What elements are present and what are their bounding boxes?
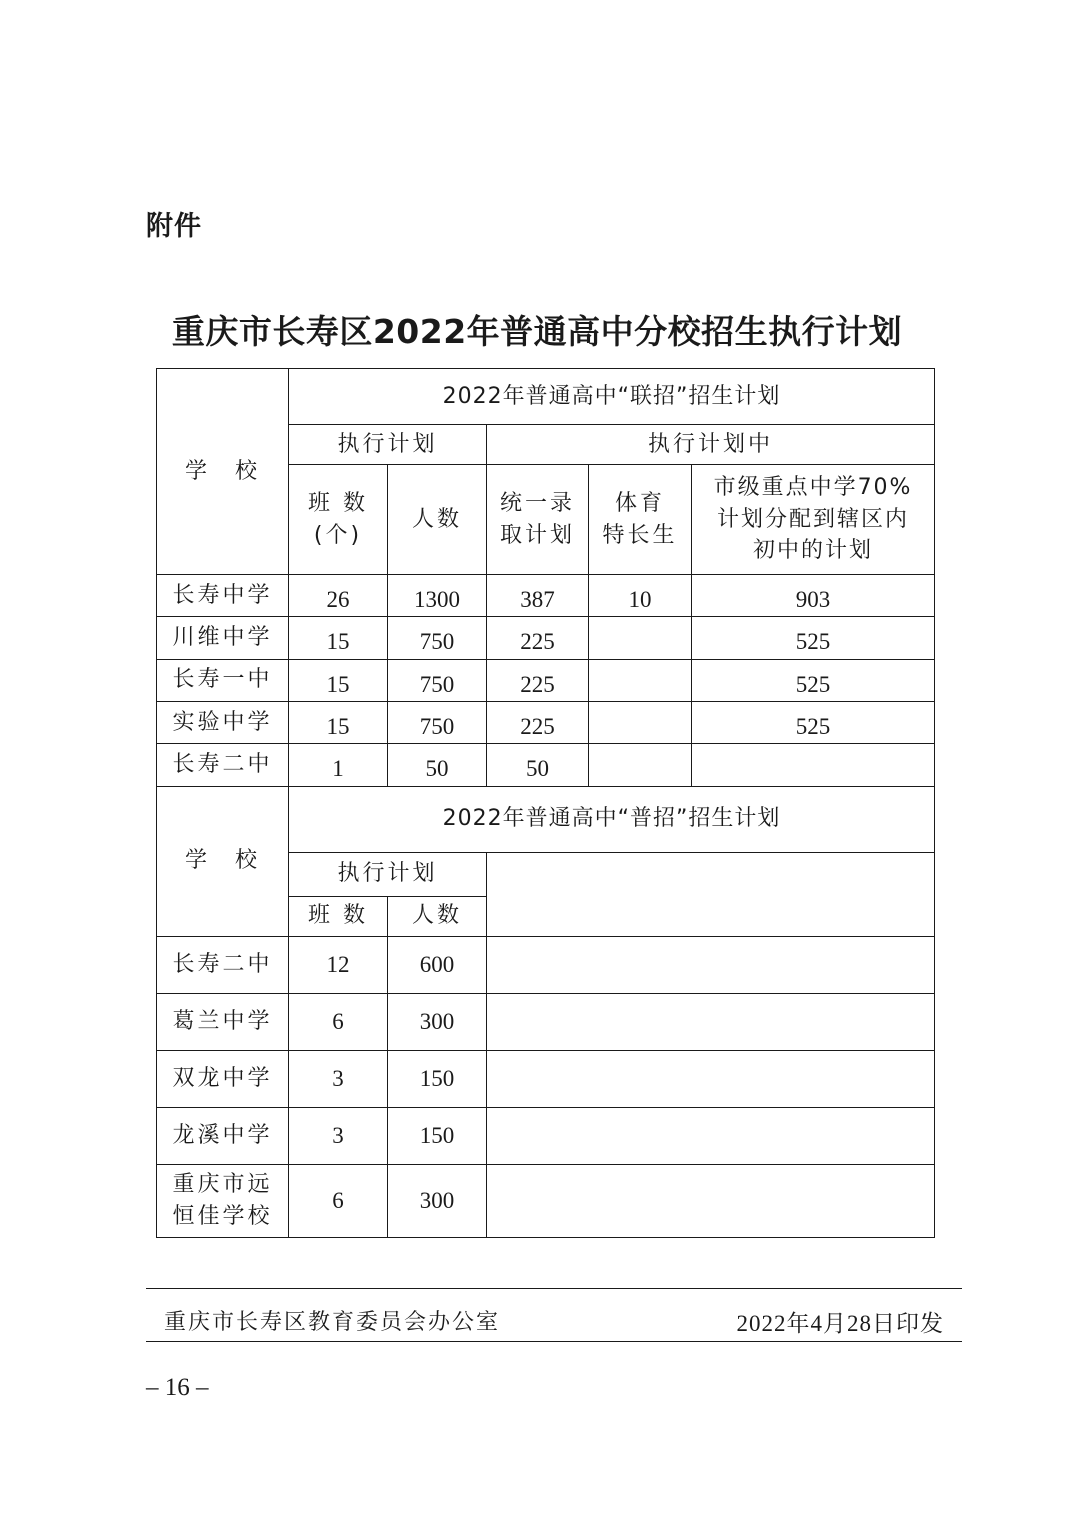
- empty-cell: [487, 1164, 935, 1237]
- students-value: 300: [388, 993, 487, 1050]
- sports-value: [589, 617, 692, 659]
- quota-header-line1: 市级重点中学70%: [713, 474, 913, 500]
- students-value: 600: [388, 936, 487, 993]
- sports-value: [589, 744, 692, 786]
- issue-date: 2022年4月28日印发: [736, 1311, 944, 1336]
- sports-value: [589, 702, 692, 744]
- empty-cell: [487, 1107, 935, 1164]
- unified-value: 387: [487, 575, 589, 617]
- unified-value: 225: [487, 617, 589, 659]
- quota-value: 525: [692, 617, 935, 659]
- unified-value: 225: [487, 659, 589, 701]
- classes-value: 3: [289, 1050, 388, 1107]
- students-value: 750: [388, 617, 487, 659]
- students-value: 1300: [388, 575, 487, 617]
- unified-admission-column-header: [487, 465, 589, 575]
- students-value: 150: [388, 1107, 487, 1164]
- students-value: 750: [388, 702, 487, 744]
- classes-value: 15: [289, 659, 388, 701]
- classes-value: 1: [289, 744, 388, 786]
- empty-cell: [487, 993, 935, 1050]
- enrollment-plan-table: [156, 368, 935, 1238]
- table-row: [157, 744, 935, 786]
- unified-value: 50: [487, 744, 589, 786]
- table-row: [157, 1107, 935, 1164]
- table-row: [157, 1050, 935, 1107]
- joint-plan-title: 2022年普通高中“联招”招生计划: [289, 369, 935, 425]
- sports-specialty-column-header: [589, 465, 692, 575]
- footer-bottom-rule: [146, 1341, 962, 1342]
- classes-value: 26: [289, 575, 388, 617]
- general-plan-title: 2022年普通高中“普招”招生计划: [289, 786, 935, 852]
- classes-value: 3: [289, 1107, 388, 1164]
- school-name: 双龙中学: [157, 1050, 289, 1107]
- classes-value: 6: [289, 993, 388, 1050]
- students-value: 50: [388, 744, 487, 786]
- empty-cell: [487, 1050, 935, 1107]
- table-row: [157, 702, 935, 744]
- classes-value: 12: [289, 936, 388, 993]
- students-value: 750: [388, 659, 487, 701]
- school-name: [157, 1164, 289, 1237]
- school-name-line2: 恒佳学校: [172, 1203, 273, 1229]
- unified-value: 225: [487, 702, 589, 744]
- exec-plan-within-header: 执行计划中: [487, 425, 935, 465]
- page-number: – 16 –: [146, 1374, 209, 1401]
- quota-value: 525: [692, 702, 935, 744]
- quota-value: 903: [692, 575, 935, 617]
- exec-plan-header: 执行计划: [289, 852, 487, 896]
- sports-header-line2: 特长生: [602, 522, 678, 548]
- unified-header-line2: 取计划: [499, 522, 575, 548]
- table-row: [157, 617, 935, 659]
- quota-header-line2: 计划分配到辖区内: [717, 506, 910, 532]
- classes-value: 6: [289, 1164, 388, 1237]
- table-row: [157, 993, 935, 1050]
- quota-allocation-column-header: [692, 465, 935, 575]
- classes-value: 15: [289, 702, 388, 744]
- classes-header-line2: (个): [313, 522, 363, 548]
- empty-cell: [487, 936, 935, 993]
- quota-value: 525: [692, 659, 935, 701]
- school-name: 长寿一中: [157, 659, 289, 701]
- unified-header-line1: 统一录: [499, 490, 575, 516]
- sports-value: [589, 659, 692, 701]
- classes-column-header: 班 数: [289, 896, 388, 936]
- table-row: [157, 1164, 935, 1237]
- table-row: [157, 575, 935, 617]
- table-row: [157, 659, 935, 701]
- sports-header-line1: 体育: [614, 490, 665, 516]
- exec-plan-header: 执行计划: [289, 425, 487, 465]
- table-row: [157, 936, 935, 993]
- quota-header-line3: 初中的计划: [753, 538, 874, 564]
- school-name: 川维中学: [157, 617, 289, 659]
- students-column-header: 人数: [388, 465, 487, 575]
- school-header-cell: 学 校: [157, 369, 289, 575]
- issuing-office: 重庆市长寿区教育委员会办公室: [164, 1310, 501, 1335]
- school-name-line1: 重庆市远: [172, 1171, 273, 1197]
- document-title: 重庆市长寿区2022年普通高中分校招生执行计划: [171, 312, 903, 351]
- school-name: 葛兰中学: [157, 993, 289, 1050]
- footer-top-rule: [146, 1288, 962, 1289]
- quota-value: [692, 744, 935, 786]
- attachment-label: 附件: [146, 211, 202, 242]
- students-value: 150: [388, 1050, 487, 1107]
- school-name: 龙溪中学: [157, 1107, 289, 1164]
- students-value: 300: [388, 1164, 487, 1237]
- students-column-header: 人数: [388, 896, 487, 936]
- classes-header-line1: 班 数: [308, 490, 368, 516]
- classes-value: 15: [289, 617, 388, 659]
- school-name: 长寿二中: [157, 744, 289, 786]
- school-header-cell: 学 校: [157, 786, 289, 936]
- empty-cell: [487, 852, 935, 936]
- school-name: 长寿中学: [157, 575, 289, 617]
- sports-value: 10: [589, 575, 692, 617]
- school-name: 实验中学: [157, 702, 289, 744]
- school-name: 长寿二中: [157, 936, 289, 993]
- classes-column-header: [289, 465, 388, 575]
